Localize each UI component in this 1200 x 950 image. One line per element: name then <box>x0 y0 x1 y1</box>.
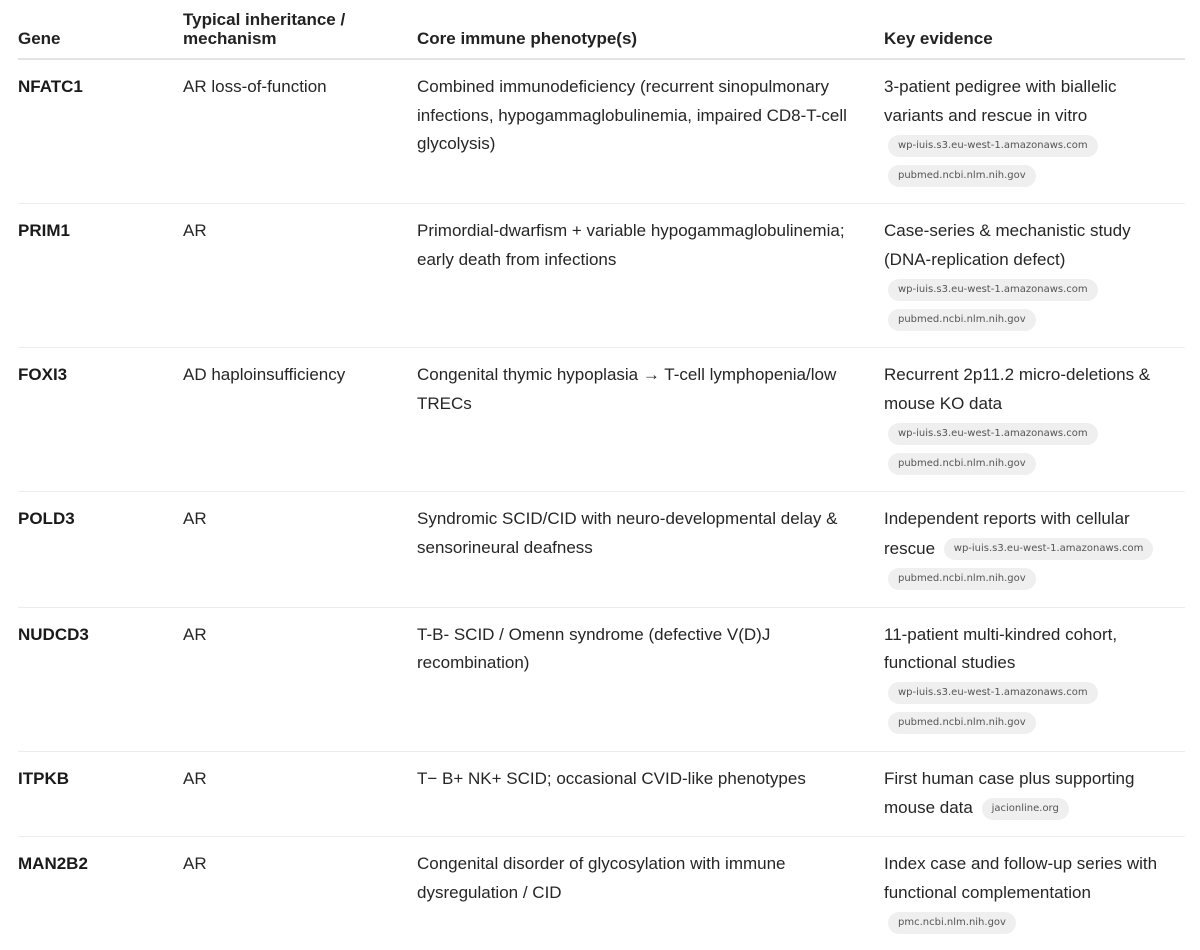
header-gene: Gene <box>18 10 183 59</box>
source-list <box>884 135 1098 184</box>
source-link[interactable]: pubmed.ncbi.nlm.nih.gov <box>888 165 1036 187</box>
evidence-cell <box>884 348 1185 492</box>
source-list <box>884 423 1098 472</box>
phenotype-cell: Combined immunodeficiency (recurrent sinopulmonary infections, hypogammaglobulinemia, impaired CD8-T-cell glycolysis) <box>417 59 884 204</box>
header-evidence: Key evidence <box>884 10 1185 59</box>
gene-cell: POLD3 <box>18 492 183 608</box>
evidence-cell <box>884 837 1185 950</box>
gene-cell: NFATC1 <box>18 59 183 204</box>
source-list <box>884 683 1098 732</box>
evidence-cell <box>884 59 1185 204</box>
source-link[interactable]: pubmed.ncbi.nlm.nih.gov <box>888 568 1036 590</box>
table-body <box>18 59 1185 950</box>
source-list <box>978 798 1069 817</box>
inheritance-cell: AR <box>183 607 417 751</box>
gene-cell: PRIM1 <box>18 204 183 348</box>
phenotype-cell: Congenital thymic hypoplasia → T-cell lymphopenia/low TRECs <box>417 348 884 492</box>
phenotype-cell: Primordial-dwarfism + variable hypogammaglobulinemia; early death from infections <box>417 204 884 348</box>
table-row <box>18 607 1185 751</box>
table-row <box>18 837 1185 950</box>
inheritance-cell: AD haploinsufficiency <box>183 348 417 492</box>
evidence-text: 3-patient pedigree with biallelic variants and rescue in vitro <box>884 77 1116 125</box>
gene-cell: ITPKB <box>18 751 183 837</box>
source-list <box>884 279 1098 328</box>
table-row <box>18 348 1185 492</box>
table-row <box>18 204 1185 348</box>
source-link[interactable]: wp-iuis.s3.eu-west-1.amazonaws.com <box>888 279 1098 301</box>
evidence-text: Index case and follow-up series with functional complementation <box>884 854 1157 902</box>
source-link[interactable]: pubmed.ncbi.nlm.nih.gov <box>888 712 1036 734</box>
gene-cell: FOXI3 <box>18 348 183 492</box>
evidence-text: Independent reports with cellular rescue <box>884 509 1130 558</box>
inheritance-cell: AR <box>183 837 417 950</box>
evidence-text: Recurrent 2p11.2 micro-deletions & mouse KO data <box>884 365 1150 413</box>
source-link[interactable]: jacionline.org <box>982 798 1069 820</box>
evidence-text: Case-series & mechanistic study (DNA-replication defect) <box>884 221 1131 269</box>
source-link[interactable]: wp-iuis.s3.eu-west-1.amazonaws.com <box>888 682 1098 704</box>
inheritance-cell: AR <box>183 204 417 348</box>
inheritance-cell: AR <box>183 751 417 837</box>
inheritance-cell: AR loss-of-function <box>183 59 417 204</box>
gene-cell: NUDCD3 <box>18 607 183 751</box>
evidence-text: First human case plus supporting mouse data <box>884 769 1134 818</box>
table-row <box>18 59 1185 204</box>
table-row <box>18 492 1185 608</box>
evidence-cell <box>884 751 1185 837</box>
phenotype-cell: T-B- SCID / Omenn syndrome (defective V(D)J recombination) <box>417 607 884 751</box>
phenotype-cell: Congenital disorder of glycosylation with immune dysregulation / CID <box>417 837 884 950</box>
header-phenotype: Core immune phenotype(s) <box>417 10 884 59</box>
evidence-cell <box>884 607 1185 751</box>
table-row <box>18 751 1185 837</box>
phenotype-cell: Syndromic SCID/CID with neuro-developmental delay & sensorineural deafness <box>417 492 884 608</box>
inheritance-cell: AR <box>183 492 417 608</box>
evidence-text: 11-patient multi-kindred cohort, functional studies <box>884 625 1117 673</box>
evidence-cell <box>884 204 1185 348</box>
header-inheritance: Typical inheritance / mechanism <box>183 10 417 59</box>
source-link[interactable]: pmc.ncbi.nlm.nih.gov <box>888 912 1016 934</box>
source-link[interactable]: wp-iuis.s3.eu-west-1.amazonaws.com <box>888 423 1098 445</box>
evidence-cell <box>884 492 1185 608</box>
gene-cell: MAN2B2 <box>18 837 183 950</box>
source-link[interactable]: pubmed.ncbi.nlm.nih.gov <box>888 453 1036 475</box>
gene-table <box>18 10 1185 950</box>
source-link[interactable]: wp-iuis.s3.eu-west-1.amazonaws.com <box>888 135 1098 157</box>
source-link[interactable]: pubmed.ncbi.nlm.nih.gov <box>888 309 1036 331</box>
source-link[interactable]: wp-iuis.s3.eu-west-1.amazonaws.com <box>944 538 1154 560</box>
source-list <box>884 912 1016 931</box>
header-row <box>18 10 1185 59</box>
table-header <box>18 10 1185 59</box>
phenotype-cell: T− B+ NK+ SCID; occasional CVID-like phenotypes <box>417 751 884 837</box>
